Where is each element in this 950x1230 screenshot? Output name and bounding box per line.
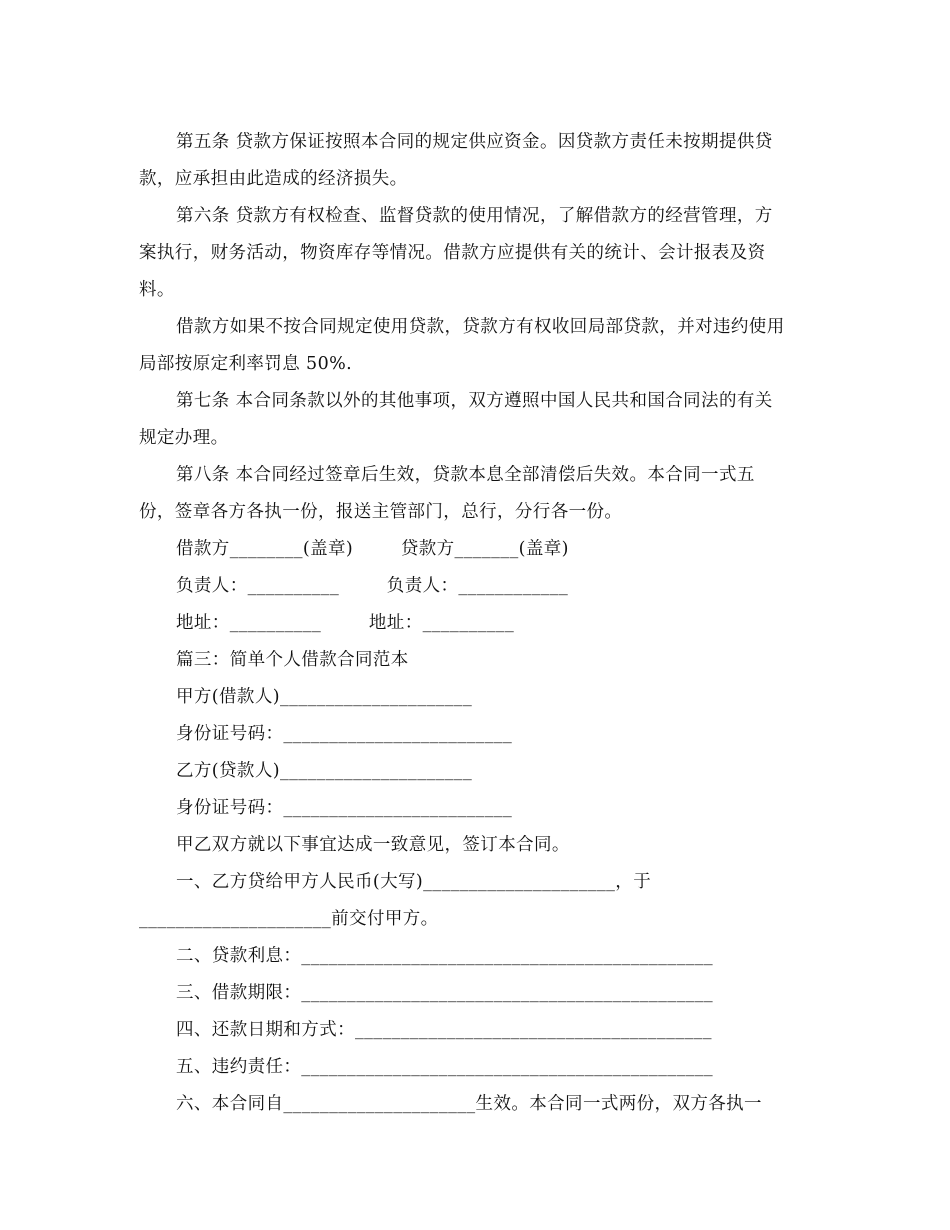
clause-5-liability: 五、违约责任：_____________________________________________ bbox=[176, 1057, 714, 1077]
party-a-field: 甲方(借款人)_____________________ bbox=[176, 687, 473, 707]
clause-3-term: 三、借款期限：_____________________________________________ bbox=[176, 983, 714, 1003]
responsible-person-line: 负责人：__________ 负责人：____________ bbox=[176, 576, 569, 596]
clause-4-repayment: 四、还款日期和方式：_______________________________________ bbox=[176, 1020, 712, 1040]
address-line: 地址：__________ 地址：__________ bbox=[176, 613, 515, 633]
article-6-line-3: 料。 bbox=[139, 280, 175, 300]
section-title: 篇三：简单个人借款合同范本 bbox=[176, 650, 409, 670]
article-8-line-1: 第八条 本合同经过签章后生效，贷款本息全部清偿后失效。本合同一式五 bbox=[176, 465, 755, 485]
article-5-line-1: 第五条 贷款方保证按照本合同的规定供应资金。因贷款方责任未按期提供贷 bbox=[176, 132, 773, 152]
party-a-id-field: 身份证号码：_________________________ bbox=[176, 724, 513, 744]
article-5-line-2: 款，应承担由此造成的经济损失。 bbox=[139, 169, 408, 189]
article-6-line-2: 案执行，财务活动，物资库存等情况。借款方应提供有关的统计、会计报表及资 bbox=[139, 243, 766, 263]
party-b-id-field: 身份证号码：_________________________ bbox=[176, 798, 513, 818]
clause-2-interest: 二、贷款利息：_____________________________________________ bbox=[176, 946, 714, 966]
article-6-line-1: 第六条 贷款方有权检查、监督贷款的使用情况，了解借款方的经营管理，方 bbox=[176, 206, 773, 226]
article-8-line-2: 份，签章各方各执一份，报送主管部门，总行，分行各一份。 bbox=[139, 502, 623, 522]
clause-1-line-1: 一、乙方贷给甲方人民币(大写)_____________________，于 bbox=[176, 872, 652, 892]
signature-seal-line: 借款方________(盖章) 贷款方_______(盖章) bbox=[176, 539, 569, 559]
article-7-line-1: 第七条 本合同条款以外的其他事项，双方遵照中国人民共和国合同法的有关 bbox=[176, 391, 773, 411]
party-b-field: 乙方(贷款人)_____________________ bbox=[176, 761, 473, 781]
article-7-line-2: 规定办理。 bbox=[139, 428, 229, 448]
misuse-clause-line-2: 局部按原定利率罚息 50%. bbox=[139, 354, 353, 374]
clause-6-effective: 六、本合同自_____________________生效。本合同一式两份，双方各执一 bbox=[176, 1094, 762, 1114]
misuse-clause-line-1: 借款方如果不按合同规定使用贷款，贷款方有权收回局部贷款，并对违约使用 bbox=[176, 317, 785, 337]
clause-1-line-2: _____________________前交付甲方。 bbox=[139, 909, 439, 929]
agreement-intro: 甲乙双方就以下事宜达成一致意见，签订本合同。 bbox=[176, 835, 570, 855]
